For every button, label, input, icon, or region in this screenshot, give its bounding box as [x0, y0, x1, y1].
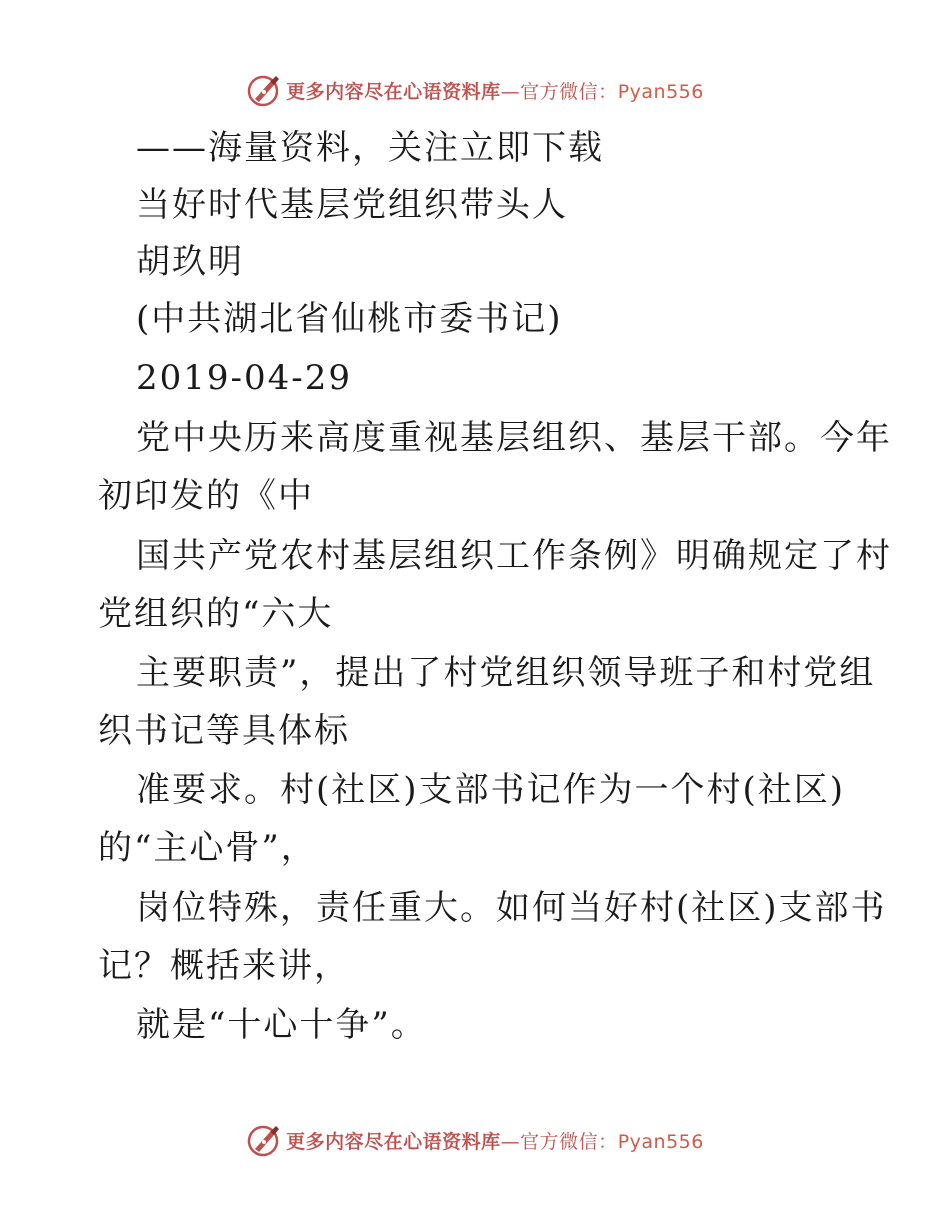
banner-main-text: 更多内容尽在心语资料库 [286, 80, 501, 103]
paragraph-line: 记？概括来讲， [98, 946, 350, 986]
subtitle-download-line: ——海量资料，关注立即下载 [136, 128, 604, 168]
paragraph-line: 岗位特殊，责任重大。如何当好村(社区)支部书 [136, 888, 887, 928]
pen-nib-logo-icon [246, 72, 282, 108]
paragraph-line: 国共产党农村基层组织工作条例》明确规定了村 [136, 536, 892, 576]
footer-banner [0, 1120, 950, 1160]
author-name: 胡玖明 [136, 242, 244, 282]
paragraph-line: 就是“十心十争”。 [136, 1005, 427, 1045]
paragraph-line: 的“主心骨”， [98, 828, 317, 868]
author-title: (中共湖北省仙桃市委书记) [136, 299, 563, 339]
banner-wechat-id: Pyan556 [617, 80, 704, 103]
banner-text [286, 1127, 704, 1154]
banner-text [286, 77, 704, 104]
banner-dash: — [500, 80, 521, 103]
paragraph-line: 主要职责”，提出了村党组织领导班子和村党组 [136, 653, 876, 693]
paragraph-line: 党中央历来高度重视基层组织、基层干部。今年 [136, 418, 892, 458]
paragraph-line: 初印发的《中 [98, 476, 314, 516]
paragraph-line: 准要求。村(社区)支部书记作为一个村(社区) [136, 770, 846, 810]
banner-wechat-label: 官方微信： [520, 1130, 618, 1153]
banner-wechat-id: Pyan556 [617, 1130, 704, 1153]
pen-nib-logo-icon [246, 1122, 282, 1158]
banner-main-text: 更多内容尽在心语资料库 [286, 1130, 501, 1153]
article-title: 当好时代基层党组织带头人 [136, 185, 568, 225]
publish-date: 2019-04-29 [136, 358, 353, 398]
paragraph-line: 党组织的“六大 [98, 594, 334, 634]
banner-wechat-label: 官方微信： [520, 80, 618, 103]
paragraph-line: 织书记等具体标 [98, 711, 350, 751]
banner-dash: — [500, 1130, 521, 1153]
header-banner [0, 70, 950, 110]
